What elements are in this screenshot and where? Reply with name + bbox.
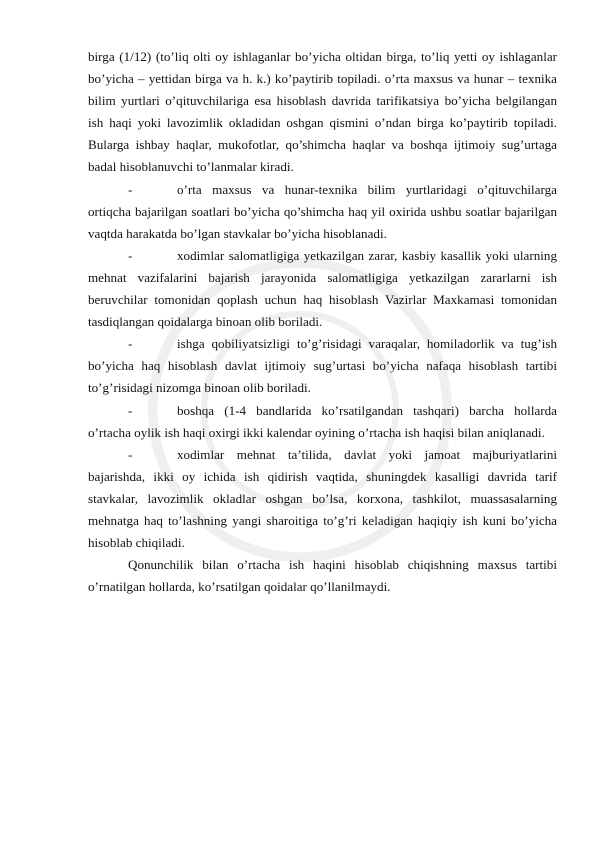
- list-item: [88, 179, 557, 245]
- list-item-text: ishga qobiliyatsizligi to’g’risidagi varaqalar, homiladorlik va tug’ish bo’yicha haq hisoblash davlat ijtimoiy sug’urtasi bo’yicha nafaqa hisoblash tartibi to’g’risidagi nizomga binoan olib boriladi.: [88, 336, 557, 396]
- list-item: [88, 333, 557, 399]
- closing-paragraph: Qonunchilik bilan o’rtacha ish haqini hisoblab chiqishning maxsus tartibi o’rnatilgan hollarda, ko’rsatilgan qoidalar qo’llanilmaydi.: [88, 557, 557, 595]
- list-item: [88, 400, 557, 444]
- list-marker: -: [128, 402, 133, 418]
- list-marker: -: [128, 336, 133, 352]
- list-marker: -: [128, 181, 133, 197]
- intro-paragraph: birga (1/12) (to’liq olti oy ishlaganlar bo’yicha oltidan birga, to’liq yetti oy ishlaganlar bo’yicha – yettidan birga va h. k.) ko’paytirib topiladi. o’rta maxsus va hunar – texnika bilim yurtlari o’qituvchilariga esa hisoblash davrida tarifikatsiya bo’yicha belgilangan ish haqi yoki lavozimlik okladidan oshgan qismini o’ndan birga ko’paytirib topiladi. Bularga ishbay haqlar, mukofotlar, qo’shimcha haqlar va boshqa ijtimoiy sug’urtaga badal hisoblanuvchi to’lanmalar kiradi.: [88, 49, 557, 175]
- list-item: [88, 444, 557, 554]
- list-item-text: xodimlar mehnat ta’tilida, davlat yoki jamoat majburiyatlarini bajarishda, ikki oy ichida ish qidirish vaqtida, shuningdek kasalligi davrida tarif stavkalar, lavozimlik okladlar oshgan bo’lsa, korxona, tashkilot, muassasalarning mehnatga haq to’lashning yangi sharoitiga to’g’ri keladigan haqiqiy ish kuni bo’yicha hisoblab chiqiladi.: [88, 446, 557, 551]
- document-body: [88, 46, 557, 598]
- list-item-text: xodimlar salomatligiga yetkazilgan zarar, kasbiy kasallik yoki ularning mehnat vazifalarini bajarish jarayonida salomatligiga yetkazilgan zararlarni ish beruvchilar tomonidan qoplash uchun haq hisoblash Vazirlar Maxkamasi tomonidan tasdiqlangan qoidalarga binoan olib boriladi.: [88, 247, 557, 330]
- list-item-text: o’rta maxsus va hunar-texnika bilim yurtlaridagi o’qituvchilarga ortiqcha bajarilgan soatlari bo’yicha qo’shimcha haq yil oxirida ushbu soatlar bajarilgan vaqtda harakatda bo’lgan stavkalar bo’yicha hisoblanadi.: [88, 181, 557, 241]
- list-marker: -: [128, 446, 133, 462]
- list-item-text: boshqa (1-4 bandlarida ko’rsatilgandan tashqari) barcha hollarda o’rtacha oylik ish haqi oxirgi ikki kalendar oyining o’rtacha ish haqisi bilan aniqlanadi.: [88, 402, 557, 440]
- list-item: [88, 245, 557, 333]
- list-marker: -: [128, 247, 133, 263]
